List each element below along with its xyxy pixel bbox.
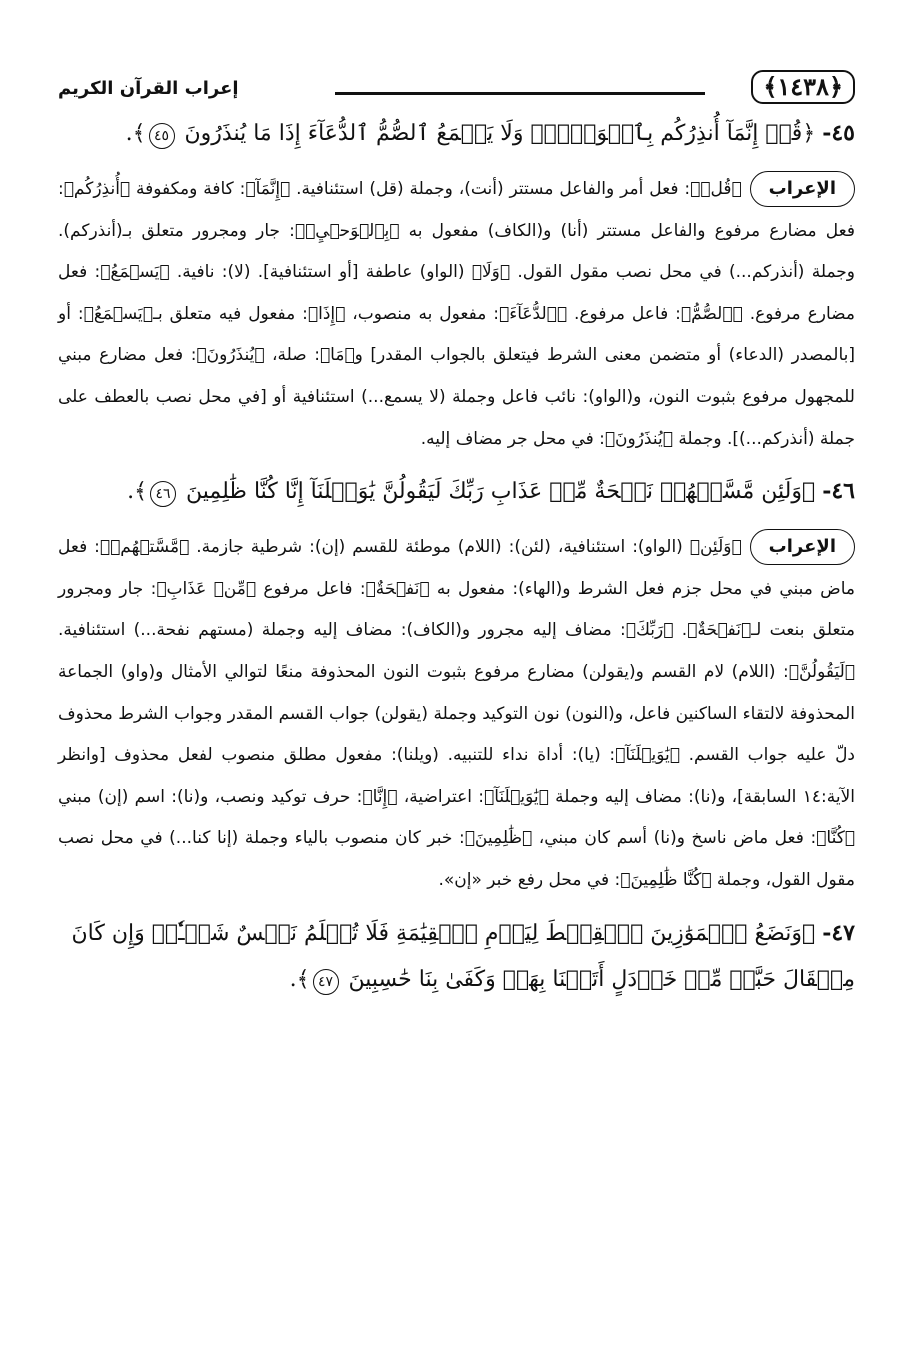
verse-text: ﴿قُلۡ إِنَّمَآ أُنذِرُكُم بِٱلۡوَحۡيِۚ وَلَا يَسۡمَعُ ٱلصُّمُّ ٱلدُّعَآءَ إِذَا مَا يُنذَرُونَ bbox=[184, 121, 816, 146]
irab-paragraph bbox=[58, 527, 855, 901]
ayah-marker: ٤٥ bbox=[149, 123, 175, 149]
page-header bbox=[58, 56, 855, 106]
page bbox=[58, 56, 855, 1316]
irab-label: الإعراب bbox=[750, 171, 855, 207]
verse-end: ﴾. bbox=[125, 121, 146, 146]
verse-number: ٤٦- bbox=[822, 478, 855, 505]
irab-text: ﴿وَلَئِن﴾ (الواو): استئنافية، (لئن): (اللام) موطئة للقسم (إن): شرطية جازمة. ﴿مَّسَّتۡهُمۡ﴾: فعل ماض مبني في محل جزم فعل الشرط و(الهاء): مفعول به ﴿نَفۡحَةٌ﴾: فاعل مرفوع ﴿مِّنۡ عَذَابِ﴾: جار ومجرور متعلق بنعت لـ﴿نَفۡحَةٌ﴾. ﴿رَبِّكَ﴾: مضاف إليه مجرور و(الكاف): مضاف إليه وجملة (مستهم نفحة...) استئنافية. ﴿لَيَقُولُنَّ﴾: (اللام) لام القسم و(يقولن) مضارع مرفوع بثبوت النون المحذوفة منعًا لتوالي الأمثال و(واو) الجماعة المحذوفة لالتقاء الساكنين فاعل، و(النون) نون التوكيد وجملة (يقولن) جواب القسم المقدر وجواب الشرط محذوف دلّ عليه جواب القسم. ﴿يَٰوَيۡلَنَآ﴾: (يا): أداة نداء للتنبيه. (ويلنا): مفعول مطلق منصوب لفعل محذوف [وانظر الآية:١٤ السابقة]، و(نا): مضاف إليه وجملة ﴿يَٰوَيۡلَنَآ﴾: اعتراضية، ﴿إِنَّا﴾: حرف توكيد ونصب، و(نا): اسم (إن) مبني ﴿كُنَّا﴾: فعل ماض ناسخ و(نا) أسم كان مبني، ﴿ظَٰلِمِينَ﴾: خبر كان منصوب بالياء وجملة (إنا كنا...) في محل نصب مقول القول، وجملة ﴿كُنَّا ظَٰلِمِينَ﴾: في محل رفع خبر «إن». bbox=[58, 537, 855, 890]
verse-number: ٤٧- bbox=[822, 919, 855, 946]
ayah-marker: ٤٦ bbox=[150, 481, 176, 507]
verse-text: ﴿وَنَضَعُ ٱلۡمَوَٰزِينَ ٱلۡقِسۡطَ لِيَوۡمِ ٱلۡقِيَٰمَةِ فَلَا تُظۡلَمُ نَفۡسٌ شَيۡـٔٗاۖ وَإِن كَانَ مِثۡقَالَ حَبَّةٖ مِّنۡ خَرۡدَلٍ أَتَيۡنَا بِهَاۗ وَكَفَىٰ بِنَا حَٰسِبِينَ bbox=[71, 920, 855, 992]
verse-45 bbox=[58, 110, 855, 157]
verse-end: ﴾. bbox=[289, 966, 310, 992]
verse-46 bbox=[58, 468, 855, 515]
verse-47 bbox=[58, 910, 855, 1003]
page-number: ﴿١٤٣٨﴾ bbox=[751, 70, 855, 104]
book-title: إعراب القرآن الكريم bbox=[58, 78, 239, 99]
irab-text: ﴿قُلۡ﴾: فعل أمر والفاعل مستتر (أنت)، وجملة (قل) استئنافية. ﴿إِنَّمَآ﴾: كافة ومكفوفة ﴿أُنذِرُكُم﴾: فعل مضارع مرفوع والفاعل مستتر (أنا) و(الكاف) مفعول به ﴿بِٱلۡوَحۡيِۚ﴾: جار ومجرور متعلق بـ(أنذركم). وجملة (أنذركم...) في محل نصب مقول القول. ﴿وَلَا﴾ (الواو) عاطفة [أو استئنافية]. (لا): نافية. ﴿يَسۡمَعُ﴾: فعل مضارع مرفوع. ﴿ٱلصُّمُّ﴾: فاعل مرفوع. ﴿ٱلدُّعَآءَ﴾: مفعول به منصوب، ﴿إِذَا﴾: مفعول فيه متعلق بـ﴿يَسۡمَعُ﴾: أو [بالمصدر (الدعاء) أو متضمن معنى الشرط فيتعلق بالجواب المقدر] و﴿مَا﴾: صلة، ﴿يُنذَرُونَ﴾: فعل مضارع مبني للمجهول مرفوع بثبوت النون، و(الواو): نائب فاعل وجملة (لا يسمع...) استئنافية أو [في محل نصب بالعطف على جملة (أنذركم...)]. وجملة ﴿يُنذَرُونَ﴾: في محل جر مضاف إليه. bbox=[58, 179, 855, 449]
header-rule bbox=[335, 92, 705, 95]
irab-paragraph bbox=[58, 169, 855, 460]
ayah-marker: ٤٧ bbox=[313, 969, 339, 995]
irab-label: الإعراب bbox=[750, 529, 855, 565]
verse-end: ﴾. bbox=[127, 479, 148, 505]
verse-number: ٤٥- bbox=[822, 120, 855, 146]
verse-text: ﴿وَلَئِن مَّسَّتۡهُمۡ نَفۡحَةٌ مِّنۡ عَذَابِ رَبِّكَ لَيَقُولُنَّ يَٰوَيۡلَنَآ إِنَّا كُنَّا ظَٰلِمِينَ bbox=[186, 479, 816, 505]
